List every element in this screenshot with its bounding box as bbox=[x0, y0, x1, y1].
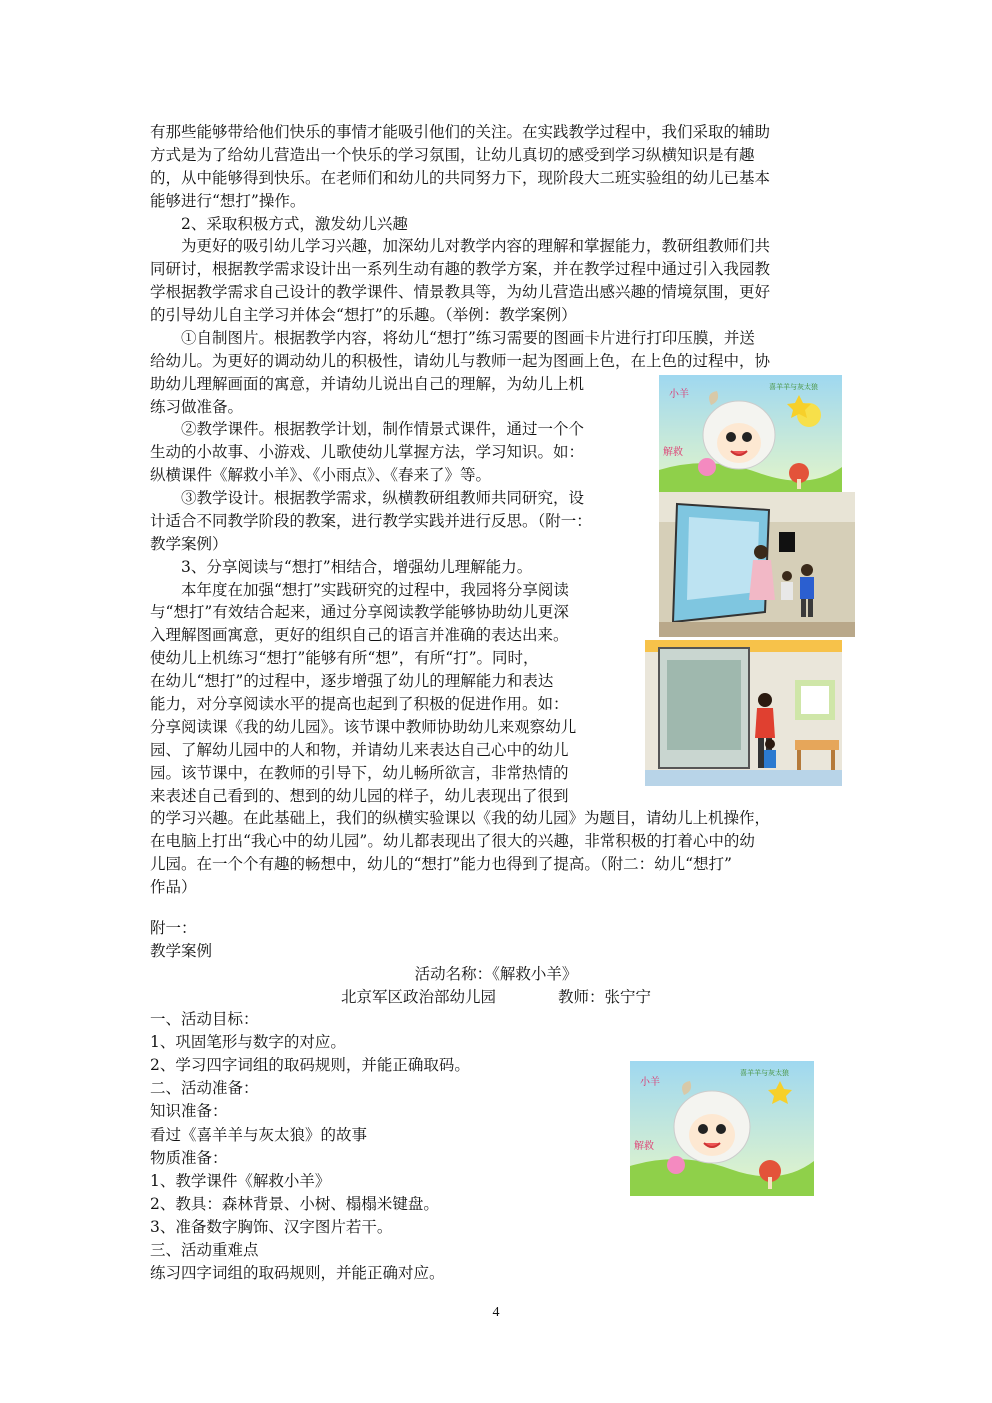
body-line: 园、了解幼儿园中的人和物，并请幼儿来表达自己心中的幼儿 bbox=[150, 740, 569, 759]
appendix-subtitle: 教学案例 bbox=[150, 942, 213, 960]
plan-line: 三、活动重难点 bbox=[150, 1241, 259, 1259]
body-line: 作品） bbox=[150, 878, 197, 897]
body-line: 在电脑上打出“我心中的幼儿园”。幼儿都表现出了很大的兴趣，非常积极的打着心中的幼 bbox=[150, 832, 755, 851]
body-line: 方式是为了给幼儿营造出一个快乐的学习氛围，让幼儿真切的感受到学习纵横知识是有趣 bbox=[150, 145, 755, 164]
classroom-photo-whiteboard bbox=[659, 492, 855, 637]
body-line: ②教学课件。根据教学计划，制作情景式课件，通过一个个 bbox=[150, 420, 585, 439]
cartoon-text-a-2: 小羊 bbox=[640, 1077, 660, 1088]
body-line: 学根据教学需求自己设计的教学课件、情景教具等，为幼儿营造出感兴趣的情境氛围，更好 bbox=[150, 283, 771, 302]
body-line: ①自制图片。根据教学内容，将幼儿“想打”练习需要的图画卡片进行打印压膜，并送 bbox=[150, 328, 755, 347]
plan-line: 1、教学课件《解救小羊》 bbox=[150, 1171, 331, 1190]
body-line: 教学案例） bbox=[150, 534, 228, 553]
plan-line: 物质准备： bbox=[150, 1148, 228, 1167]
body-line: 练习做准备。 bbox=[150, 397, 244, 416]
body-line: 在幼儿“想打”的过程中，逐步增强了幼儿的理解能力和表达 bbox=[150, 672, 554, 691]
body-line: 助幼儿理解画面的寓意，并请幼儿说出自己的理解，为幼儿上机 bbox=[150, 374, 585, 393]
body-line: 2、采取积极方式，激发幼儿兴趣 bbox=[150, 214, 408, 233]
page-number: 4 bbox=[492, 1305, 500, 1320]
cartoon-lamb-illustration-2 bbox=[630, 1061, 814, 1196]
cartoon-text-b: 解救 bbox=[663, 447, 683, 458]
cartoon-lamb-illustration bbox=[659, 375, 842, 495]
cartoon-lamb-image-1 bbox=[659, 375, 842, 495]
body-line: 纵横课件《解救小羊》、《小雨点》、《春来了》等。 bbox=[150, 466, 492, 485]
body-line: 的，从中能够得到快乐。在老师们和幼儿的共同努力下，现阶段大二班实验组的幼儿已基本 bbox=[150, 168, 771, 187]
plan-line: 看过《喜羊羊与灰太狼》的故事 bbox=[150, 1125, 368, 1144]
plan-line: 1、巩固笔形与数字的对应。 bbox=[150, 1033, 346, 1052]
body-line: 生动的小故事、小游戏、儿歌使幼儿掌握方法，学习知识。如： bbox=[150, 443, 585, 462]
body-line: 的引导幼儿自主学习并体会“想打”的乐趣。（举例：教学案例） bbox=[150, 306, 577, 325]
plan-line: 2、学习四字词组的取码规则，并能正确取码。 bbox=[150, 1056, 470, 1075]
classroom-photo-projector bbox=[645, 640, 842, 786]
plan-line: 练习四字词组的取码规则，并能正确对应。 bbox=[150, 1264, 445, 1283]
appendix-label: 附一： bbox=[150, 919, 197, 937]
school-teacher-line: 北京军区政治部幼儿园 教师：张宁宁 bbox=[340, 988, 651, 1006]
body-line: 本年度在加强“想打”实践研究的过程中，我园将分享阅读 bbox=[150, 580, 569, 599]
body-line: 分享阅读课《我的幼儿园》。该节课中教师协助幼儿来观察幼儿 bbox=[150, 717, 577, 736]
body-line: ③教学设计。根据教学需求，纵横教研组教师共同研究，设 bbox=[150, 489, 585, 508]
plan-line: 二、活动准备： bbox=[150, 1079, 259, 1098]
body-line: 入理解图画寓意，更好的组织自己的语言并准确的表达出来。 bbox=[150, 626, 569, 645]
cartoon-brand-text-2: 喜羊羊与灰太狼 bbox=[740, 1069, 789, 1077]
body-line: 能够进行“想打”操作。 bbox=[150, 191, 306, 210]
body-line: 有那些能够带给他们快乐的事情才能吸引他们的关注。在实践教学过程中，我们采取的辅助 bbox=[150, 123, 771, 141]
body-line: 使幼儿上机练习“想打”能够有所“想”，有所“打”。同时， bbox=[150, 649, 539, 668]
activity-title: 活动名称：《解救小羊》 bbox=[414, 965, 578, 983]
body-line: 为更好的吸引幼儿学习兴趣，加深幼儿对教学内容的理解和掌握能力，教研组教师们共 bbox=[150, 237, 771, 256]
body-line: 的学习兴趣。在此基础上，我们的纵横实验课以《我的幼儿园》为题目，请幼儿上机操作， bbox=[150, 809, 771, 828]
body-line: 能力，对分享阅读水平的提高也起到了积极的促进作用。如： bbox=[150, 695, 569, 713]
cartoon-text-b-2: 解救 bbox=[634, 1141, 654, 1152]
classroom-photo-illustration bbox=[659, 492, 855, 637]
body-line: 园。该节课中，在教师的引导下，幼儿畅所欲言，非常热情的 bbox=[150, 763, 569, 782]
body-line: 与“想打”有效结合起来，通过分享阅读教学能够协助幼儿更深 bbox=[150, 603, 569, 622]
cartoon-text-a: 小羊 bbox=[669, 389, 689, 400]
body-line: 来表述自己看到的、想到的幼儿园的样子，幼儿表现出了很到 bbox=[150, 786, 569, 805]
cartoon-lamb-image-2 bbox=[630, 1061, 814, 1196]
classroom-photo-illustration-2 bbox=[645, 640, 842, 786]
cartoon-brand-text: 喜羊羊与灰太狼 bbox=[769, 383, 818, 391]
plan-line: 2、教具：森林背景、小树、榻榻米键盘。 bbox=[150, 1194, 439, 1213]
body-line: 给幼儿。为更好的调动幼儿的积极性，请幼儿与教师一起为图画上色，在上色的过程中，协 bbox=[150, 351, 771, 370]
body-line: 儿园。在一个个有趣的畅想中，幼儿的“想打”能力也得到了提高。（附二：幼儿“想打” bbox=[150, 855, 732, 874]
body-line: 同研讨，根据教学需求设计出一系列生动有趣的教学方案，并在教学过程中通过引入我园教 bbox=[150, 260, 771, 279]
body-line: 3、分享阅读与“想打”相结合，增强幼儿理解能力。 bbox=[150, 557, 533, 576]
body-line: 计适合不同教学阶段的教案，进行教学实践并进行反思。（附一： bbox=[150, 511, 592, 530]
plan-line: 一、活动目标： bbox=[150, 1010, 259, 1028]
plan-line: 知识准备： bbox=[150, 1102, 228, 1121]
plan-line: 3、准备数字胸饰、汉字图片若干。 bbox=[150, 1217, 393, 1236]
